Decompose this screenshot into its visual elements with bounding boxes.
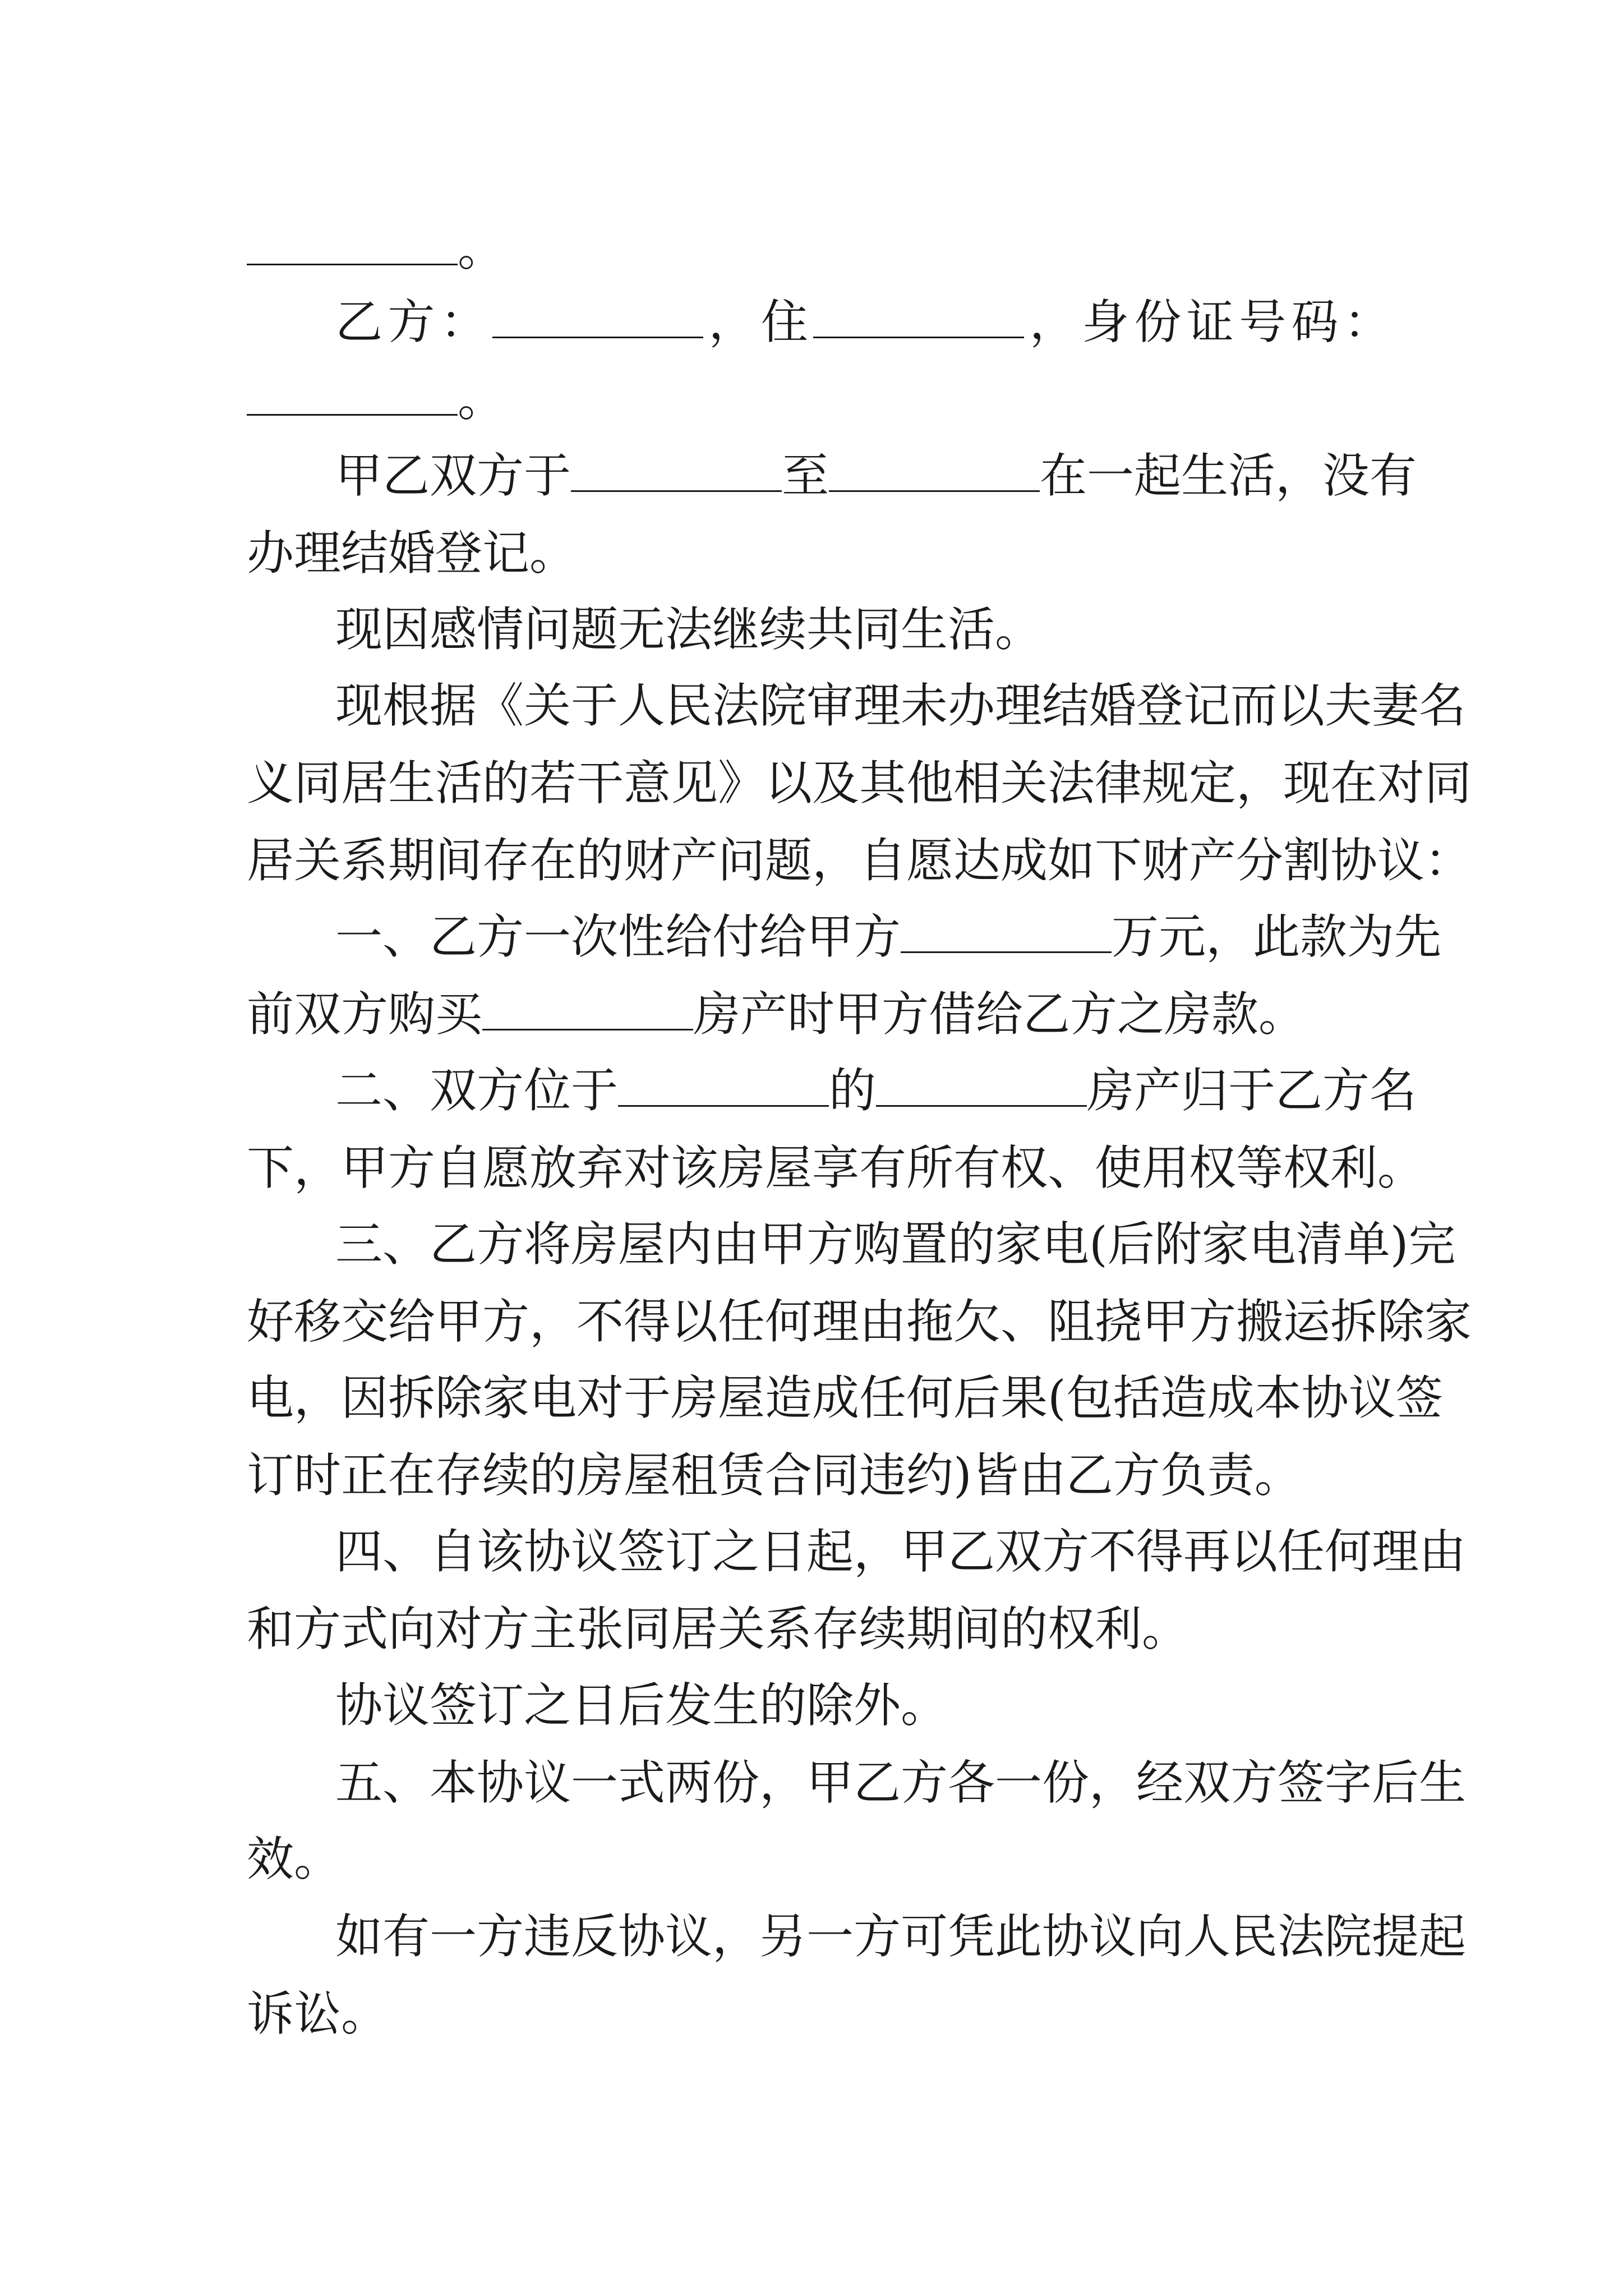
blank-field bbox=[492, 303, 703, 338]
paragraph-line: 好移交给甲方，不得以任何理由拖欠、阻挠甲方搬运拆除家 bbox=[247, 1294, 1472, 1349]
text-run: 乙方： bbox=[335, 295, 493, 349]
paragraph-line bbox=[335, 1062, 1417, 1119]
paragraph-line: 和方式向对方主张同居关系存续期间的权利。 bbox=[247, 1602, 1189, 1657]
blank-field bbox=[247, 230, 458, 265]
paragraph-line: 居关系期间存在的财产问题，自愿达成如下财产分割协议： bbox=[247, 833, 1472, 888]
paragraph-line bbox=[335, 448, 1417, 504]
text-run: 房产时甲方借给乙方之房款。 bbox=[693, 987, 1306, 1042]
paragraph-line: 现根据《关于人民法院审理未办理结婚登记而以夫妻名 bbox=[335, 678, 1467, 733]
text-run: 至 bbox=[782, 448, 829, 503]
paragraph-line: 五、本协议一式两份，甲乙方各一份，经双方签字后生 bbox=[335, 1755, 1467, 1810]
paragraph-line bbox=[247, 986, 1391, 1042]
paragraph-line: 四、自该协议签订之日起，甲乙双方不得再以任何理由 bbox=[335, 1524, 1467, 1579]
paragraph-line: 订时正在存续的房屋租赁合同违约)皆由乙方负责。 bbox=[247, 1448, 1302, 1503]
blank-field bbox=[618, 1071, 829, 1107]
paragraph-line bbox=[335, 909, 1442, 965]
text-run: 。 bbox=[458, 372, 505, 427]
paragraph-line: 下，甲方自愿放弃对该房屋享有所有权、使用权等权利。 bbox=[247, 1140, 1425, 1195]
text-run: ，身份证号码： bbox=[1024, 295, 1391, 349]
paragraph-line: 现因感情问题无法继续共同生活。 bbox=[335, 602, 1043, 657]
paragraph-line: 效。 bbox=[247, 1832, 342, 1887]
paragraph-line: 三、乙方将房屋内由甲方购置的家电(后附家电清单)完 bbox=[335, 1217, 1456, 1272]
paragraph-line: 义同居生活的若干意见》以及其他相关法律规定，现在对同 bbox=[247, 756, 1472, 811]
paragraph-line: 协议签订之日后发生的除外。 bbox=[335, 1678, 948, 1733]
paragraph-line: 办理结婚登记。 bbox=[247, 526, 577, 581]
blank-field bbox=[247, 380, 458, 416]
blank-field bbox=[829, 457, 1040, 492]
text-run: 在一起生活，没有 bbox=[1040, 448, 1417, 503]
text-run: 房产归于乙方名 bbox=[1087, 1063, 1417, 1118]
paragraph-line: 诉讼。 bbox=[247, 1986, 389, 2041]
text-run: 。 bbox=[458, 222, 505, 277]
text-run: ，住 bbox=[703, 295, 814, 349]
text-run: 的 bbox=[829, 1063, 877, 1118]
blank-field bbox=[813, 303, 1024, 338]
blank-field bbox=[571, 457, 782, 492]
paragraph-line bbox=[247, 371, 1391, 427]
paragraph-line bbox=[247, 221, 1391, 277]
blank-field bbox=[482, 995, 693, 1030]
text-run: 甲乙双方于 bbox=[335, 448, 571, 503]
paragraph-line: 电，因拆除家电对于房屋造成任何后果(包括造成本协议签 bbox=[247, 1370, 1443, 1425]
text-run: 万元，此款为先 bbox=[1112, 909, 1442, 964]
blank-field bbox=[901, 918, 1112, 953]
text-run: 一、乙方一次性给付给甲方 bbox=[335, 909, 901, 964]
paragraph-line: 如有一方违反协议，另一方可凭此协议向人民法院提起 bbox=[335, 1909, 1467, 1964]
text-run: 二、双方位于 bbox=[335, 1063, 619, 1118]
blank-field bbox=[876, 1071, 1087, 1107]
text-run: 前双方购买 bbox=[247, 987, 483, 1042]
paragraph-line bbox=[335, 294, 1391, 350]
